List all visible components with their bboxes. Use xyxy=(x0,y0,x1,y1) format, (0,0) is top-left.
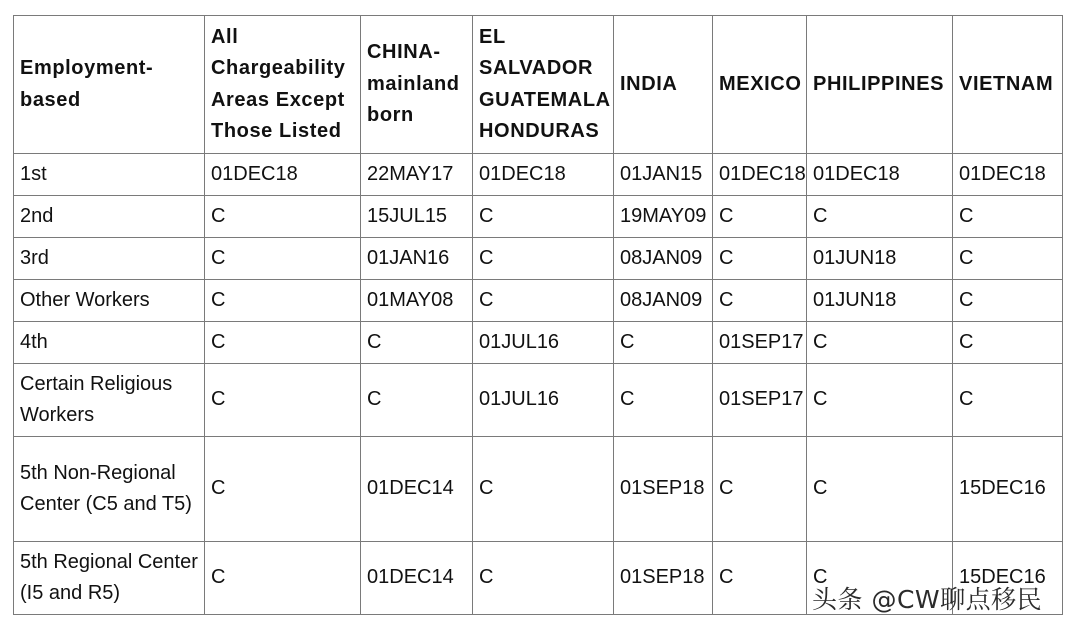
table-cell: C xyxy=(473,542,614,615)
row-label: 3rd xyxy=(14,238,205,280)
table-cell: C xyxy=(473,280,614,322)
table-cell: C xyxy=(361,322,473,364)
table-cell: C xyxy=(205,322,361,364)
table-row xyxy=(14,437,1063,542)
header-el-salvador: EL SALVADOR GUATEMALA HONDURAS xyxy=(473,16,614,154)
table-cell: 01JUL16 xyxy=(473,322,614,364)
table-cell: 01JAN16 xyxy=(361,238,473,280)
table-cell: C xyxy=(953,364,1063,437)
table-cell: C xyxy=(807,322,953,364)
table-cell: C xyxy=(953,196,1063,238)
table-cell: C xyxy=(614,322,713,364)
table-cell: 01JUN18 xyxy=(807,280,953,322)
table-cell: C xyxy=(473,437,614,542)
row-label: 2nd xyxy=(14,196,205,238)
header-india: INDIA xyxy=(614,16,713,154)
table-cell: 01JUL16 xyxy=(473,364,614,437)
table-cell: 01SEP18 xyxy=(614,437,713,542)
table-cell: C xyxy=(713,542,807,615)
table-cell: 15JUL15 xyxy=(361,196,473,238)
table-cell: C xyxy=(713,196,807,238)
row-label: 5th Non-Regional Center (C5 and T5) xyxy=(14,437,205,542)
table-cell: C xyxy=(205,280,361,322)
table-cell: 15DEC16 xyxy=(953,437,1063,542)
header-vietnam: VIETNAM xyxy=(953,16,1063,154)
header-philippines: PHILIPPINES xyxy=(807,16,953,154)
table-row xyxy=(14,196,1063,238)
table-cell: 01DEC14 xyxy=(361,437,473,542)
row-label: 4th xyxy=(14,322,205,364)
row-label: Other Workers xyxy=(14,280,205,322)
table-cell: C xyxy=(361,364,473,437)
row-label: Certain Religious Workers xyxy=(14,364,205,437)
table-cell: 01JUN18 xyxy=(807,238,953,280)
table-cell: 01DEC18 xyxy=(205,154,361,196)
table-cell: C xyxy=(473,238,614,280)
table-cell: 19MAY09 xyxy=(614,196,713,238)
table-cell: C xyxy=(807,364,953,437)
table-cell: C xyxy=(205,364,361,437)
table-cell: 01MAY08 xyxy=(361,280,473,322)
table-cell: 01JAN15 xyxy=(614,154,713,196)
table-cell: C xyxy=(205,437,361,542)
table-row xyxy=(14,238,1063,280)
table-cell: C xyxy=(953,238,1063,280)
table-cell: C xyxy=(205,238,361,280)
table-cell: 01DEC18 xyxy=(807,154,953,196)
table-cell: 01SEP18 xyxy=(614,542,713,615)
visa-bulletin-table xyxy=(13,15,1063,615)
table-cell: 15DEC16 xyxy=(953,542,1063,615)
watermark-text: 头条 @CW聊点移民 xyxy=(812,585,1043,614)
table-cell: 01DEC18 xyxy=(713,154,807,196)
table-cell: C xyxy=(473,196,614,238)
header-employment-based: Employment-based xyxy=(14,16,205,154)
table-row xyxy=(14,154,1063,196)
table-cell: 01SEP17 xyxy=(713,364,807,437)
row-label: 5th Regional Center (I5 and R5) xyxy=(14,542,205,615)
header-row xyxy=(14,16,1063,154)
table-cell: 08JAN09 xyxy=(614,280,713,322)
header-mexico: MEXICO xyxy=(713,16,807,154)
table-cell: C xyxy=(807,196,953,238)
table-cell: 01SEP17 xyxy=(713,322,807,364)
table-cell: C xyxy=(614,364,713,437)
table-cell: C xyxy=(807,437,953,542)
table-cell: C xyxy=(205,542,361,615)
row-label: 1st xyxy=(14,154,205,196)
header-china: CHINA-mainland born xyxy=(361,16,473,154)
table-cell: 22MAY17 xyxy=(361,154,473,196)
table-cell: 08JAN09 xyxy=(614,238,713,280)
table-cell: C xyxy=(713,437,807,542)
table-cell: C xyxy=(953,280,1063,322)
table-row xyxy=(14,280,1063,322)
table-row xyxy=(14,322,1063,364)
header-all-chargeability: All Chargeability Areas Except Those Listed xyxy=(205,16,361,154)
table-cell: 01DEC14 xyxy=(361,542,473,615)
table-cell: C xyxy=(807,542,953,615)
table-cell: 01DEC18 xyxy=(953,154,1063,196)
table-cell: C xyxy=(953,322,1063,364)
table-row xyxy=(14,364,1063,437)
table-cell: C xyxy=(713,238,807,280)
table-cell: 01DEC18 xyxy=(473,154,614,196)
table-cell: C xyxy=(205,196,361,238)
table-cell: C xyxy=(713,280,807,322)
